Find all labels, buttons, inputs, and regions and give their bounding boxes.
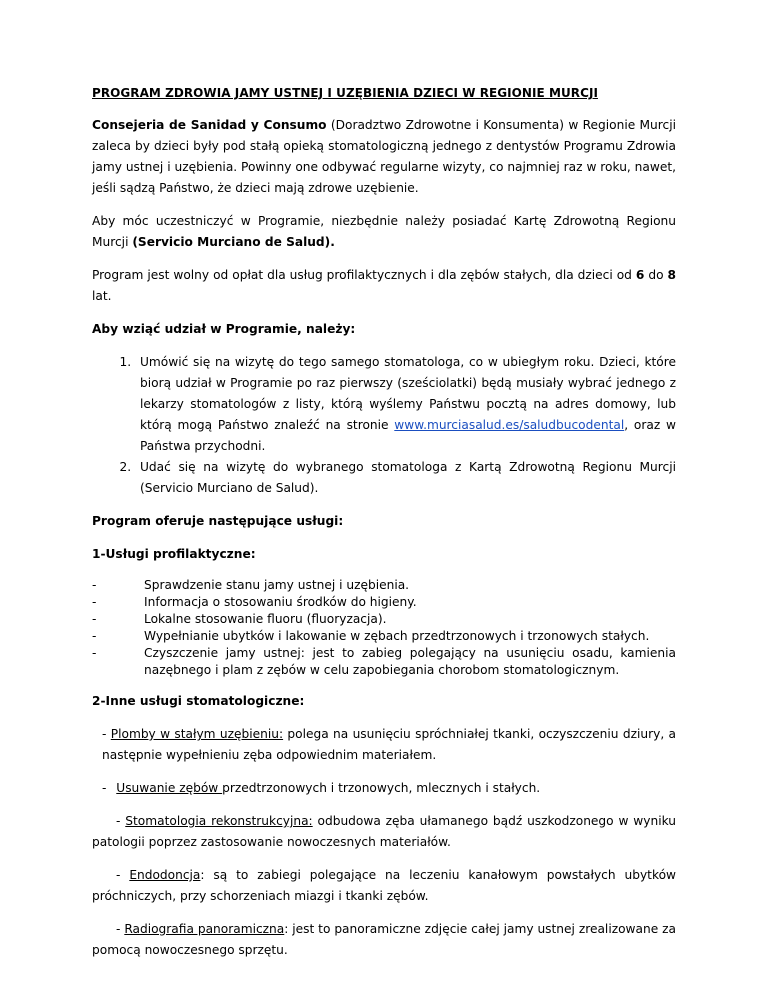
- prev-item-text: Czyszczenie jamy ustnej: jest to zabieg polegający na usunięciu osadu, kamienia nazębnego i plam z zębów w celu zapobiegania chorobom stomatologicznym.: [144, 646, 676, 677]
- dash-marker: -: [92, 612, 97, 626]
- other-5-text: : jest to panoramiczne zdjęcie całej jamy ustnej zrealizowane za pomocą nowoczesnego sprzętu.: [92, 922, 676, 957]
- card-bold: (Servicio Murciano de Salud).: [132, 235, 335, 249]
- free-text-2: do: [644, 268, 668, 282]
- age-to: 8: [667, 268, 676, 282]
- other-item-3: [92, 811, 676, 853]
- free-paragraph: [92, 265, 676, 307]
- dash-marker: -: [92, 578, 97, 592]
- prev-item-text: Wypełnianie ubytków i lakowanie w zębach przedtrzonowych i trzonowych stałych.: [144, 629, 650, 643]
- prev-list: [92, 577, 676, 679]
- step-1-tail: , oraz w Państwa przychodni.: [140, 418, 676, 453]
- card-text: Aby móc uczestniczyć w Programie, niezbędnie należy posiadać Kartę Zdrowotną Regionu Murcji: [92, 214, 676, 249]
- document-title: PROGRAM ZDROWIA JAMY USTNEJ I UZĘBIENIA DZIECI W REGIONIE MURCJI: [92, 86, 598, 100]
- dash-marker: -: [92, 646, 97, 660]
- dash-marker: -: [102, 727, 111, 741]
- step-item-2: [135, 457, 676, 499]
- list-item: [92, 628, 676, 645]
- dash-marker: -: [92, 629, 97, 643]
- steps-heading-text: Aby wziąć udział w Programie, należy:: [92, 322, 356, 336]
- prev-item-text: Sprawdzenie stanu jamy ustnej i uzębienia.: [144, 578, 410, 592]
- prev-heading: [92, 544, 676, 565]
- list-item: [92, 594, 676, 611]
- age-from: 6: [635, 268, 645, 282]
- other-4-term: Endodoncja: [129, 868, 201, 882]
- other-1-term: Plomby w stałym uzębieniu:: [110, 727, 284, 741]
- intro-text: (Doradztwo Zdrowotne i Konsumenta) w Regionie Murcji zaleca by dzieci były pod stałą opieką stomatologiczną jednego z dentystów Programu Zdrowia jamy ustnej i uzębienia. Powinny one odbywać regularne wizyty, co najmniej raz w roku, nawet, jeśli sądzą Państwo, że dzieci mają zdrowe uzębienie.: [92, 118, 676, 195]
- steps-list: [92, 352, 676, 499]
- card-paragraph: [92, 211, 676, 253]
- list-item: [92, 611, 676, 628]
- dash-marker: -: [92, 595, 97, 609]
- free-text-1: Program jest wolny od opłat dla usług profilaktycznych i dla zębów stałych, dla dzieci od: [92, 268, 636, 282]
- prev-heading-text: 1-Usługi profilaktyczne:: [92, 547, 256, 561]
- other-heading-text: 2-Inne usługi stomatologiczne:: [92, 694, 305, 708]
- dash-marker: -: [116, 814, 126, 828]
- other-item-4: [92, 865, 676, 907]
- other-1-text: polega na usunięciu spróchniałej tkanki, oczyszczeniu dziury, a następnie wypełnieniu zęba odpowiednim materiałem.: [102, 727, 676, 762]
- murciasalud-link[interactable]: www.murciasalud.es/saludbucodental: [394, 418, 625, 432]
- prev-item-text: Informacja o stosowaniu środków do higieny.: [144, 595, 417, 609]
- other-item-5: [92, 919, 676, 961]
- intro-paragraph: [92, 115, 676, 199]
- other-heading: [92, 691, 676, 712]
- steps-heading: [92, 319, 676, 340]
- document-page: [92, 86, 676, 973]
- dash-marker: -: [116, 922, 125, 936]
- other-item-1: [92, 724, 676, 766]
- free-text-3: lat.: [92, 289, 112, 303]
- list-item: [92, 645, 676, 679]
- services-heading-text: Program oferuje następujące usługi:: [92, 514, 344, 528]
- intro-org: Consejeria de Sanidad y Consumo: [92, 118, 327, 132]
- services-heading: [92, 511, 676, 532]
- other-5-term: Radiografia panoramiczna: [124, 922, 285, 936]
- other-2-text: przedtrzonowych i trzonowych, mlecznych i stałych.: [222, 781, 541, 795]
- prev-item-text: Lokalne stosowanie fluoru (fluoryzacja).: [144, 612, 387, 626]
- other-4-text: : są to zabiegi polegające na leczeniu kanałowym powstałych ubytków próchniczych, przy schorzeniach miazgi i tkanki zębów.: [92, 868, 676, 903]
- step-item-1: [135, 352, 676, 457]
- list-item: [92, 577, 676, 594]
- other-3-term: Stomatologia rekonstrukcyjna:: [125, 814, 313, 828]
- step-2-text: Udać się na wizytę do wybranego stomatologa z Kartą Zdrowotną Regionu Murcji (Servicio Murciano de Salud).: [140, 460, 676, 495]
- step-1-text: Umówić się na wizytę do tego samego stomatologa, co w ubiegłym roku. Dzieci, które biorą udział w Programie po raz pierwszy (sześciolatki) będą musiały wybrać jednego z lekarzy stomatologów z listy, którą wyślemy Państwu pocztą na adres domowy, lub którą mogą Państwo znaleźć na stronie: [140, 355, 676, 432]
- other-2-term: Usuwanie zębów: [116, 781, 223, 795]
- dash-marker: -: [116, 868, 130, 882]
- other-item-2: [92, 778, 676, 799]
- dash-marker: -: [102, 781, 111, 795]
- other-3-text: odbudowa zęba ułamanego bądź uszkodzonego w wyniku patologii poprzez zastosowanie nowoczesnych materiałów.: [92, 814, 676, 849]
